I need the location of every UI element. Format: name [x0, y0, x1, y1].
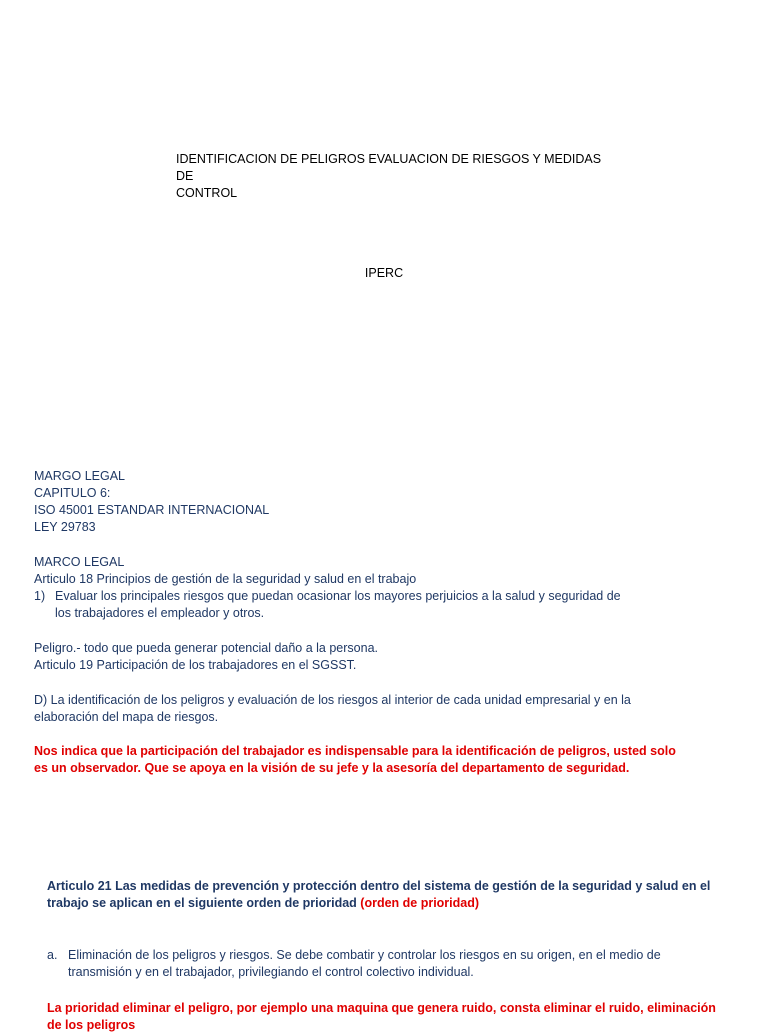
legal-intro-line: LEY 29783	[34, 520, 96, 534]
list-item-1-continuation: los trabajadores el empleador y otros.	[55, 606, 265, 620]
list-marker-a: a.	[47, 948, 58, 962]
title-line-1: IDENTIFICACION DE PELIGROS EVALUACION DE RIESGOS Y MEDIDAS DE	[176, 152, 602, 183]
article-21-line-2-text: trabajo se aplican en el siguiente orden de prioridad	[47, 896, 357, 910]
legal-intro-line: CAPITULO 6:	[34, 486, 111, 500]
list-item-text: Evaluar los principales riesgos que puedan ocasionar los mayores perjuicios a la salud y seguridad de	[55, 589, 621, 603]
list-item-1	[34, 588, 621, 605]
note-priority-line-2: de los peligros	[47, 1018, 136, 1032]
document-title	[176, 151, 616, 202]
item-d-line-1: D) La identificación de los peligros y evaluación de los riesgos al interior de cada unidad empresarial y en la	[34, 693, 631, 707]
item-d-line-2: elaboración del mapa de riesgos.	[34, 710, 219, 724]
marco-legal-section	[34, 554, 621, 622]
marco-legal-heading: MARCO LEGAL	[34, 555, 125, 569]
note-line-2: es un observador. Que se apoya en la visión de su jefe y la asesoría del departamento de seguridad.	[34, 761, 630, 775]
note-line-1: Nos indica que la participación del trabajador es indispensable para la identificación de peligros, usted solo	[34, 744, 676, 758]
acronym-heading: IPERC	[364, 266, 404, 280]
item-d	[34, 692, 631, 726]
article-18: Articulo 18 Principios de gestión de la seguridad y salud en el trabajo	[34, 572, 417, 586]
legal-intro	[34, 468, 269, 536]
article-21-line-1: Articulo 21 Las medidas de prevención y protección dentro del sistema de gestión de la seguridad y salud en el	[47, 879, 711, 893]
note-participation	[34, 743, 676, 777]
legal-intro-line: MARGO LEGAL	[34, 469, 125, 483]
priority-highlight: (orden de prioridad)	[360, 896, 480, 910]
legal-intro-line: ISO 45001 ESTANDAR INTERNACIONAL	[34, 503, 270, 517]
title-line-2: CONTROL	[176, 186, 238, 200]
peligro-definition: Peligro.- todo que pueda generar potencial daño a la persona.	[34, 641, 379, 655]
article-21	[47, 878, 710, 912]
article-21-line-2	[47, 895, 710, 912]
peligro-section	[34, 640, 378, 674]
note-priority-line-1: La prioridad eliminar el peligro, por ejemplo una maquina que genera ruido, consta eliminar el ruido, eliminación	[47, 1001, 716, 1015]
item-a-text: Eliminación de los peligros y riesgos. Se debe combatir y controlar los riesgos en su origen, en el medio de	[68, 948, 661, 962]
list-number: 1)	[34, 589, 46, 603]
article-19: Articulo 19 Participación de los trabajadores en el SGSST.	[34, 658, 357, 672]
item-a-line-2: transmisión y en el trabajador, privilegiando el control colectivo individual.	[68, 965, 474, 979]
item-a	[47, 947, 661, 981]
note-priority	[47, 1000, 716, 1034]
item-a-line-1	[47, 947, 661, 964]
